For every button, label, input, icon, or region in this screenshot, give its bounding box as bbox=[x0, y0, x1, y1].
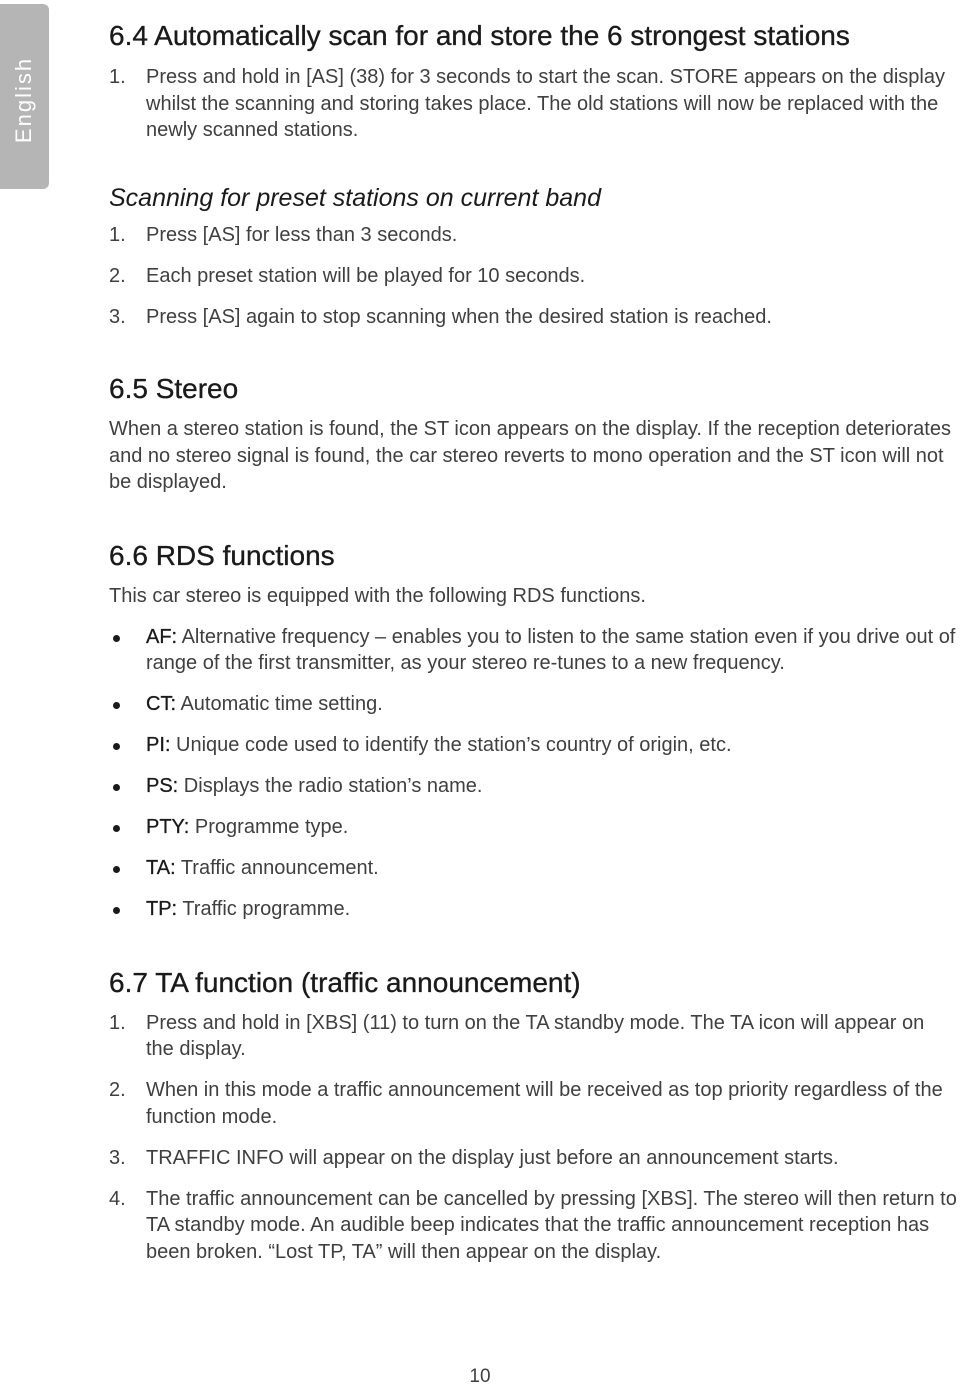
rds-term: TP: bbox=[146, 898, 178, 920]
list-item bbox=[109, 1186, 957, 1266]
rds-term: TA: bbox=[146, 857, 176, 879]
bullet-icon bbox=[113, 825, 120, 832]
list-item bbox=[109, 691, 957, 718]
rds-term: PI: bbox=[146, 734, 171, 756]
step-number: 4. bbox=[109, 1187, 126, 1210]
rds-description: Traffic programme. bbox=[177, 898, 351, 920]
section-6-4-steps bbox=[109, 64, 957, 144]
step-text: The traffic announcement can be cancelled by pressing [XBS]. The stereo will then return to TA standby mode. An audible beep indicates that the traffic announcement reception has been broken. “Lost TP, TA” will then appear on the display. bbox=[146, 1187, 957, 1263]
list-item bbox=[109, 773, 957, 800]
step-text: Press [AS] again to stop scanning when the desired station is reached. bbox=[146, 305, 772, 328]
rds-term: AF: bbox=[146, 625, 178, 648]
list-item bbox=[109, 814, 957, 841]
rds-description: Alternative frequency – enables you to listen to the same station even if you drive out of range of the first transmitter, as your stereo re-tunes to a new frequency. bbox=[146, 625, 956, 674]
section-6-5-body: When a stereo station is found, the ST icon appears on the display. If the reception deteriorates and no stereo signal is found, the car stereo reverts to mono operation and the ST icon will not be displayed. bbox=[109, 418, 951, 493]
bullet-icon bbox=[113, 866, 120, 873]
step-number: 2. bbox=[109, 1079, 126, 1101]
list-item bbox=[109, 304, 957, 331]
bullet-icon bbox=[113, 784, 120, 791]
step-text: Press and hold in [AS] (38) for 3 seconds to start the scan. STORE appears on the display whilst the scanning and storing takes place. The old stations will now be replaced with the newly scanned stations. bbox=[146, 66, 945, 141]
language-tab-label: English bbox=[11, 56, 36, 144]
rds-term: PTY: bbox=[146, 816, 190, 838]
step-number: 1. bbox=[109, 223, 126, 246]
section-6-6-intro: This car stereo is equipped with the following RDS functions. bbox=[109, 584, 646, 607]
rds-term: CT: bbox=[146, 693, 176, 715]
language-tab bbox=[0, 4, 49, 189]
step-number: 3. bbox=[109, 305, 126, 328]
bullet-icon bbox=[113, 907, 120, 914]
list-item bbox=[109, 263, 957, 290]
list-item bbox=[109, 222, 957, 249]
list-item bbox=[109, 64, 957, 144]
rds-description: Traffic announcement. bbox=[175, 857, 379, 879]
step-text: When in this mode a traffic announcement will be received as top priority regardless of the function mode. bbox=[146, 1079, 943, 1128]
step-text: Each preset station will be played for 10 seconds. bbox=[146, 264, 586, 287]
step-number: 1. bbox=[109, 1011, 126, 1034]
section-6-5-heading: 6.5 Stereo bbox=[109, 373, 239, 404]
step-text: Press [AS] for less than 3 seconds. bbox=[146, 223, 458, 246]
rds-description: Automatic time setting. bbox=[176, 693, 383, 715]
list-item bbox=[109, 1077, 957, 1130]
rds-term: PS: bbox=[146, 775, 179, 797]
page-number: 10 bbox=[469, 1366, 491, 1387]
bullet-icon bbox=[113, 635, 120, 642]
step-number: 3. bbox=[109, 1146, 126, 1169]
section-6-7-heading: 6.7 TA function (traffic announcement) bbox=[109, 966, 581, 998]
bullet-icon bbox=[113, 743, 120, 750]
step-number: 2. bbox=[109, 264, 126, 287]
list-item bbox=[109, 1145, 957, 1172]
list-item bbox=[109, 624, 957, 677]
rds-description: Unique code used to identify the station’s country of origin, etc. bbox=[170, 734, 732, 756]
bullet-icon bbox=[113, 702, 120, 709]
list-item bbox=[109, 1010, 957, 1063]
list-item bbox=[109, 855, 957, 882]
section-6-6-heading: 6.6 RDS functions bbox=[109, 539, 335, 571]
rds-description: Programme type. bbox=[189, 816, 349, 838]
step-text: TRAFFIC INFO will appear on the display just before an announcement starts. bbox=[146, 1146, 839, 1169]
section-6-7-steps bbox=[109, 1010, 957, 1266]
step-number: 1. bbox=[109, 66, 126, 88]
list-item bbox=[109, 732, 957, 759]
page-content bbox=[109, 18, 957, 1265]
rds-function-list bbox=[109, 624, 957, 923]
scanning-subheading: Scanning for preset stations on current band bbox=[109, 183, 601, 212]
step-text: Press and hold in [XBS] (11) to turn on the TA standby mode. The TA icon will appear on the display. bbox=[146, 1011, 925, 1060]
list-item bbox=[109, 896, 957, 923]
section-6-4-heading: 6.4 Automatically scan for and store the 6 strongest stations bbox=[109, 20, 850, 51]
rds-description: Displays the radio station’s name. bbox=[178, 775, 483, 797]
scanning-steps bbox=[109, 222, 957, 331]
